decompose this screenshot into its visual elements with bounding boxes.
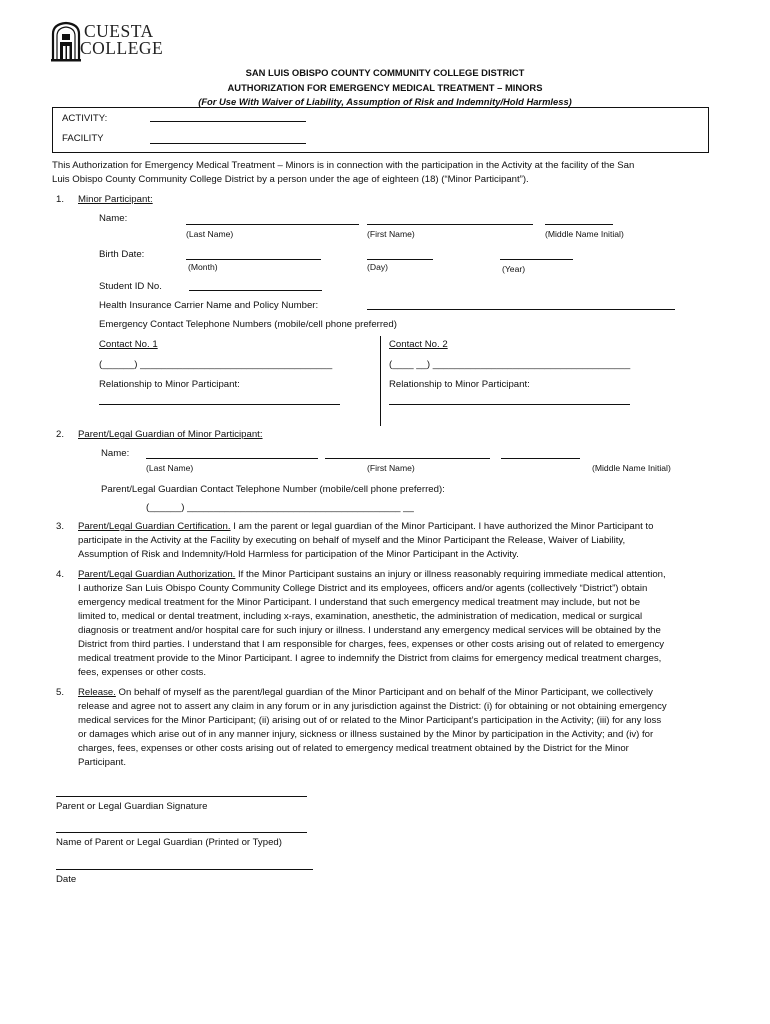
birth-day-caption: (Day): [367, 262, 389, 272]
minor-middle-initial-caption: (Middle Name Initial): [545, 229, 624, 239]
mission-building-icon: [50, 20, 82, 62]
section-4-line-6: District from third parties. I understand that I am responsible for charges, fees, expenses or other costs arising out of related to emergency: [78, 639, 665, 650]
section-3-text-1: I am the parent or legal guardian of the Minor Participant. I have authorized the Minor Participant to: [230, 521, 654, 532]
birth-year-caption: (Year): [502, 264, 526, 274]
section-3-line-3: Assumption of Risk and Indemnity/Hold Harmless for participation of the Minor Participant in the Activity.: [78, 549, 519, 560]
district-heading: SAN LUIS OBISPO COUNTY COMMUNITY COLLEGE DISTRICT: [245, 67, 525, 78]
birth-day-field[interactable]: [367, 259, 433, 260]
minor-middle-initial-field[interactable]: [545, 224, 613, 225]
contact-2-relationship-field[interactable]: [389, 404, 630, 405]
section-5-line-4: or damages which arise out of in any manner injury, sickness or illness sustained by the Minor by participation in the Activity; and (iv) for: [78, 729, 654, 740]
section-4-line-4: limited to, medical or dental treatment, including x-rays, examination, anesthetic, the administration of medication, medical or surgical: [78, 611, 643, 622]
guardian-printed-name-label: Name of Parent or Legal Guardian (Printed or Typed): [56, 837, 282, 848]
section-2-heading: Parent/Legal Guardian of Minor Participant:: [78, 429, 263, 440]
section-3-line-1: [78, 521, 653, 532]
college-logo: [50, 20, 170, 64]
section-4-text-1: If the Minor Participant sustains an injury or illness reasonably requiring immediate medical attention,: [235, 569, 666, 580]
minor-name-label: Name:: [99, 213, 128, 224]
section-3-heading: Parent/Legal Guardian Certification.: [78, 521, 231, 532]
activity-field[interactable]: [150, 121, 306, 122]
section-5-line-2: release and agree not to assert any claim in any forum or in any jurisdiction against the District: (i) for obtaining or not obtaining emergency: [78, 701, 667, 712]
birth-year-field[interactable]: [500, 259, 573, 260]
guardian-signature-field[interactable]: [56, 796, 307, 797]
guardian-middle-initial-field[interactable]: [501, 458, 580, 459]
section-5-line-5: charges, fees, expenses or other costs arising out of related to emergency medical treatment obtained by the District for the Minor: [78, 743, 629, 754]
contact-1-relationship-field[interactable]: [99, 404, 340, 405]
birth-date-label: Birth Date:: [99, 249, 145, 260]
birth-month-caption: (Month): [188, 262, 218, 272]
logo-line-1: CUESTA: [84, 21, 154, 41]
section-4-line-5: diagnosis or treatment and/or hospital care for such injury or illness. I understand any emergency medical services will be obtained by the: [78, 625, 661, 636]
minor-last-name-caption: (Last Name): [186, 229, 234, 239]
contact-2-heading: Contact No. 2: [389, 339, 448, 350]
guardian-name-label: Name:: [101, 448, 130, 459]
section-4-line-7: medical treatment provide to the Minor Participant. I agree to indemnify the District from claims for emergency medical treatment charges,: [78, 653, 662, 664]
intro-line-2: Luis Obispo County Community College District by a person under the age of eighteen (18) (“Minor Participant”).: [52, 174, 529, 185]
contact-1-phone-field[interactable]: (______) ____________________________________: [99, 359, 333, 370]
guardian-phone-field[interactable]: (______) ________________________________________ __: [146, 502, 414, 513]
student-id-label: Student ID No.: [99, 281, 162, 292]
guardian-middle-initial-caption: (Middle Name Initial): [592, 463, 671, 473]
section-5-line-6: Participant.: [78, 757, 126, 768]
section-5-line-1: [78, 687, 653, 698]
contact-1-relationship-label: Relationship to Minor Participant:: [99, 379, 240, 390]
section-5-text-1: On behalf of myself as the parent/legal guardian of the Minor Participant and on behalf of the Minor Participant, we collectively: [115, 687, 653, 698]
contact-1-heading: Contact No. 1: [99, 339, 158, 350]
section-5-line-3: medical services for the Minor Participant; (ii) arising out of or related to the Minor Participant’s participation in the Activity; (iii) for any loss: [78, 715, 662, 726]
guardian-first-name-field[interactable]: [325, 458, 490, 459]
section-2-number: 2.: [56, 429, 65, 440]
minor-first-name-caption: (First Name): [367, 229, 415, 239]
form-title: AUTHORIZATION FOR EMERGENCY MEDICAL TREATMENT – MINORS: [227, 82, 543, 93]
guardian-signature-label: Parent or Legal Guardian Signature: [56, 801, 208, 812]
activity-facility-box: [52, 107, 709, 153]
section-4-line-2: I authorize San Luis Obispo County Community College District and its employees, officers and/or agents (collectively “District”) obtain: [78, 583, 648, 594]
contact-2-relationship-label: Relationship to Minor Participant:: [389, 379, 530, 390]
section-5-heading: Release.: [78, 687, 116, 698]
logo-line-2: COLLEGE: [80, 38, 164, 58]
section-3-number: 3.: [56, 521, 65, 532]
minor-last-name-field[interactable]: [186, 224, 359, 225]
guardian-printed-name-field[interactable]: [56, 832, 307, 833]
minor-first-name-field[interactable]: [367, 224, 533, 225]
contact-divider: [380, 336, 381, 426]
emergency-contacts-label: Emergency Contact Telephone Numbers (mobile/cell phone preferred): [99, 319, 397, 330]
facility-field[interactable]: [150, 143, 306, 144]
section-4-heading: Parent/Legal Guardian Authorization.: [78, 569, 236, 580]
section-4-number: 4.: [56, 569, 65, 580]
intro-line-1: This Authorization for Emergency Medical Treatment – Minors is in connection with the participation in the Activity at the facility of the San: [52, 160, 635, 171]
contact-2-phone-field[interactable]: (____ __) _____________________________________: [389, 359, 631, 370]
activity-label: ACTIVITY:: [62, 113, 108, 124]
date-label: Date: [56, 874, 77, 885]
guardian-phone-label: Parent/Legal Guardian Contact Telephone Number (mobile/cell phone preferred):: [101, 484, 445, 495]
section-1-number: 1.: [56, 194, 65, 205]
date-field[interactable]: [56, 869, 313, 870]
insurance-label: Health Insurance Carrier Name and Policy Number:: [99, 300, 319, 311]
section-3-line-2: participate in the Activity at the Facility by executing on behalf of myself and the Minor Participant the Release, Waiver of Liability,: [78, 535, 626, 546]
section-1-heading: Minor Participant:: [78, 194, 153, 205]
guardian-last-name-caption: (Last Name): [146, 463, 194, 473]
insurance-field[interactable]: [367, 309, 675, 310]
student-id-field[interactable]: [189, 290, 322, 291]
section-5-number: 5.: [56, 687, 65, 698]
facility-label: FACILITY: [62, 133, 104, 144]
birth-month-field[interactable]: [186, 259, 321, 260]
guardian-first-name-caption: (First Name): [367, 463, 415, 473]
form-subtitle: (For Use With Waiver of Liability, Assumption of Risk and Indemnity/Hold Harmless): [198, 96, 572, 107]
guardian-last-name-field[interactable]: [146, 458, 318, 459]
section-4-line-8: fees, expenses or other costs.: [78, 667, 206, 678]
section-4-line-1: [78, 569, 666, 580]
section-4-line-3: emergency medical treatment for the Minor Participant. I understand that such emergency medical treatment may include, but not be: [78, 597, 641, 608]
